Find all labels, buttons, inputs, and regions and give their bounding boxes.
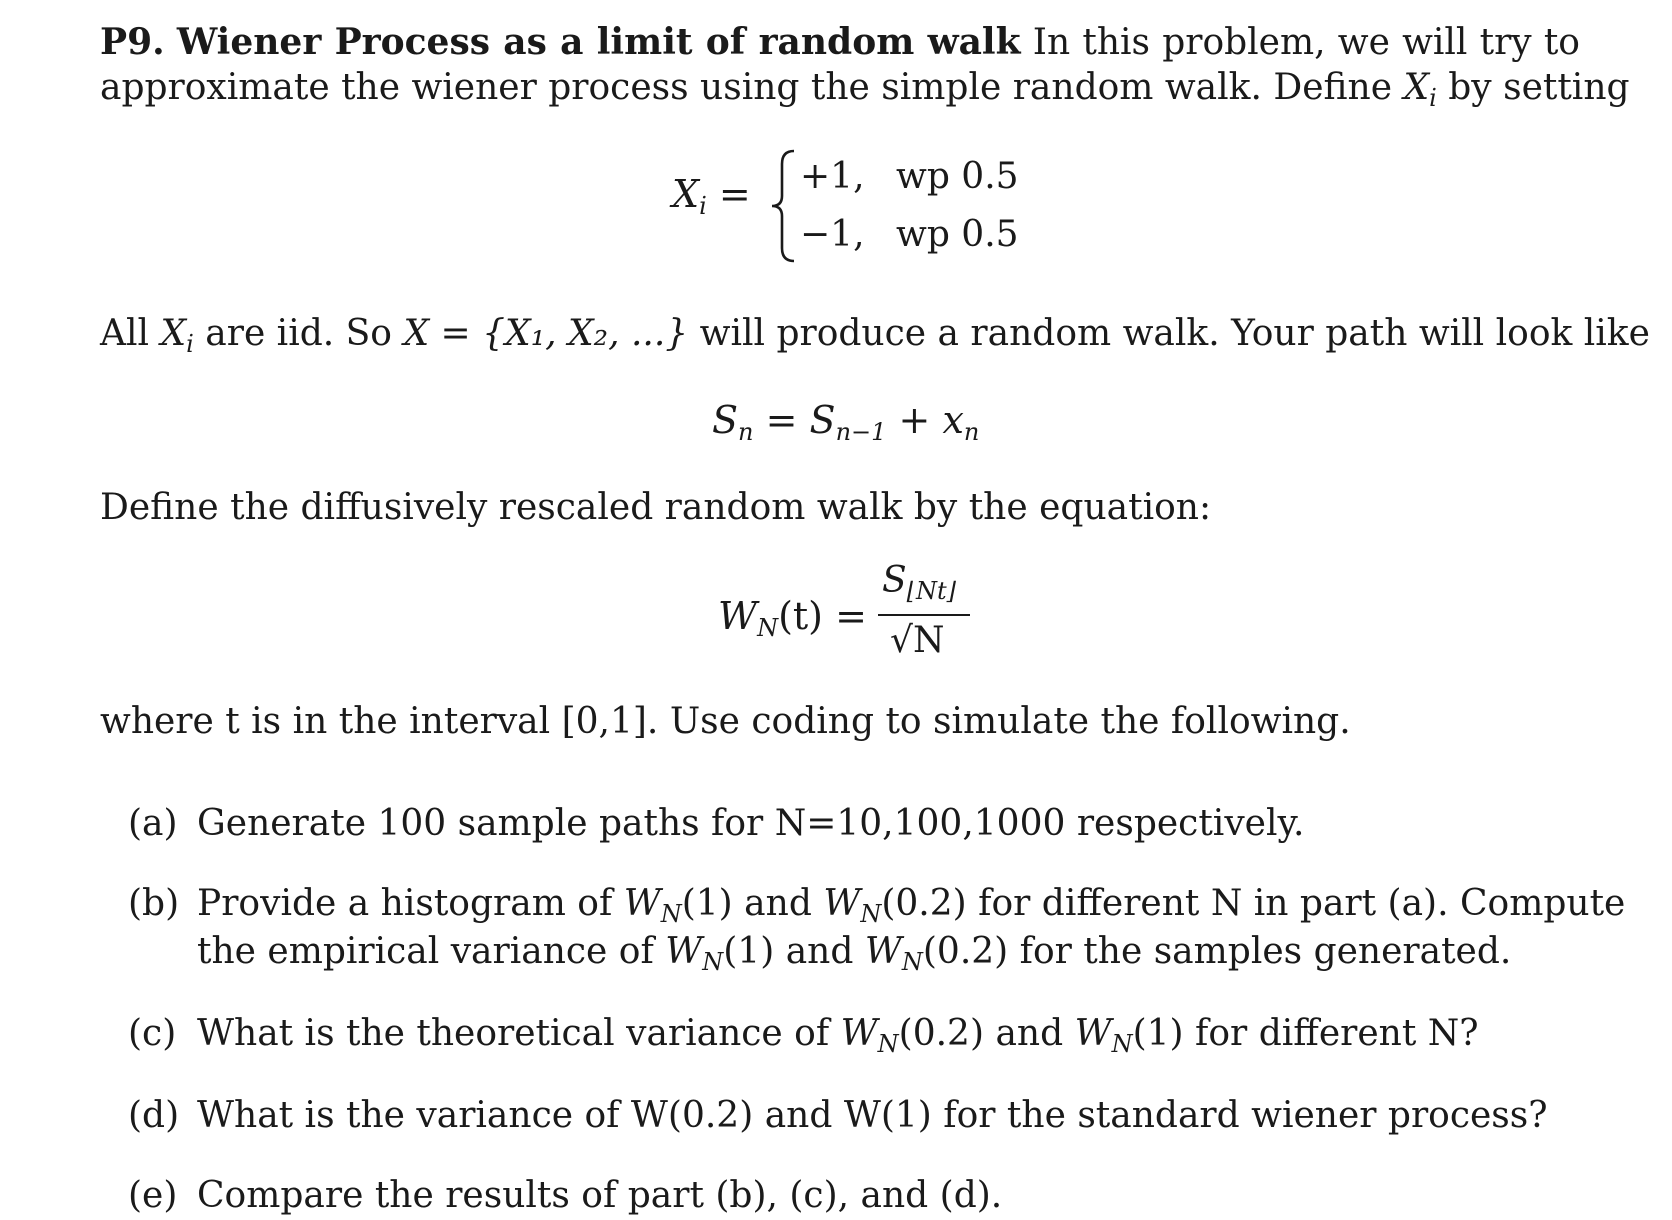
item-a-label: (a): [128, 803, 178, 844]
var-x: X: [1403, 67, 1430, 108]
set-notation: {X₁, X₂, ...}: [482, 313, 689, 354]
intro-text-line2: approximate the wiener process using the simple random walk. Define: [100, 67, 1393, 108]
item-e-label: (e): [128, 1175, 178, 1216]
item-c-text: What is the theoretical variance of $W_N(0.2)$ and $W_N(1)$ for different N?: [197, 1013, 1479, 1058]
eq3-denominator: √N: [890, 620, 945, 661]
equation-sn-recursion: $S_n = S_{n-1} + x_n$: [712, 398, 980, 446]
intro-text-line2-end: by setting: [1448, 67, 1630, 108]
problem-heading-line: [100, 18, 1580, 67]
case-1-condition: wp 0.5: [896, 156, 1019, 197]
item-b-line2: the empirical variance of $W_N(1)$ and $W_N(0.2)$ for the samples generated.: [197, 931, 1512, 976]
eq3-lhs: $W_N(t)$ =: [718, 594, 867, 642]
intro-text-line1: In this problem, we will try to: [1032, 22, 1580, 63]
paragraph-interval: where t is in the interval [0,1]. Use coding to simulate the following.: [100, 701, 1351, 742]
intro-line2: [100, 64, 1630, 112]
problem-title: Wiener Process as a limit of random walk: [176, 21, 1021, 63]
problem-number: P9.: [100, 21, 165, 63]
var-x-sub: i: [1429, 84, 1437, 112]
eq1-lhs: $X_i$ =: [672, 172, 751, 220]
item-d-label: (d): [128, 1095, 180, 1136]
case-1-value: +1,: [800, 156, 865, 197]
item-a-text: Generate 100 sample paths for N=10,100,1000 respectively.: [197, 803, 1305, 844]
paragraph-iid: All $X_i$ are iid. So X = {X₁, X₂, ...} will produce a random walk. Your path will look like: [100, 313, 1650, 358]
case-2-value: −1,: [800, 214, 865, 255]
item-c-label: (c): [128, 1013, 177, 1054]
item-b-label: (b): [128, 883, 180, 924]
fraction-bar: [878, 614, 970, 616]
case-2-condition: wp 0.5: [896, 214, 1019, 255]
item-e-text: Compare the results of part (b), (c), and (d).: [197, 1175, 1003, 1216]
eq3-numerator: $S_{⌊Nt⌋}$: [882, 560, 957, 605]
paragraph-define-rescaled: Define the diffusively rescaled random walk by the equation:: [100, 487, 1212, 528]
item-b-line1: Provide a histogram of $W_N(1)$ and $W_N(0.2)$ for different N in part (a). Compute: [197, 883, 1626, 928]
item-d-text: What is the variance of W(0.2) and W(1) for the standard wiener process?: [197, 1095, 1548, 1136]
left-brace: [768, 148, 798, 264]
